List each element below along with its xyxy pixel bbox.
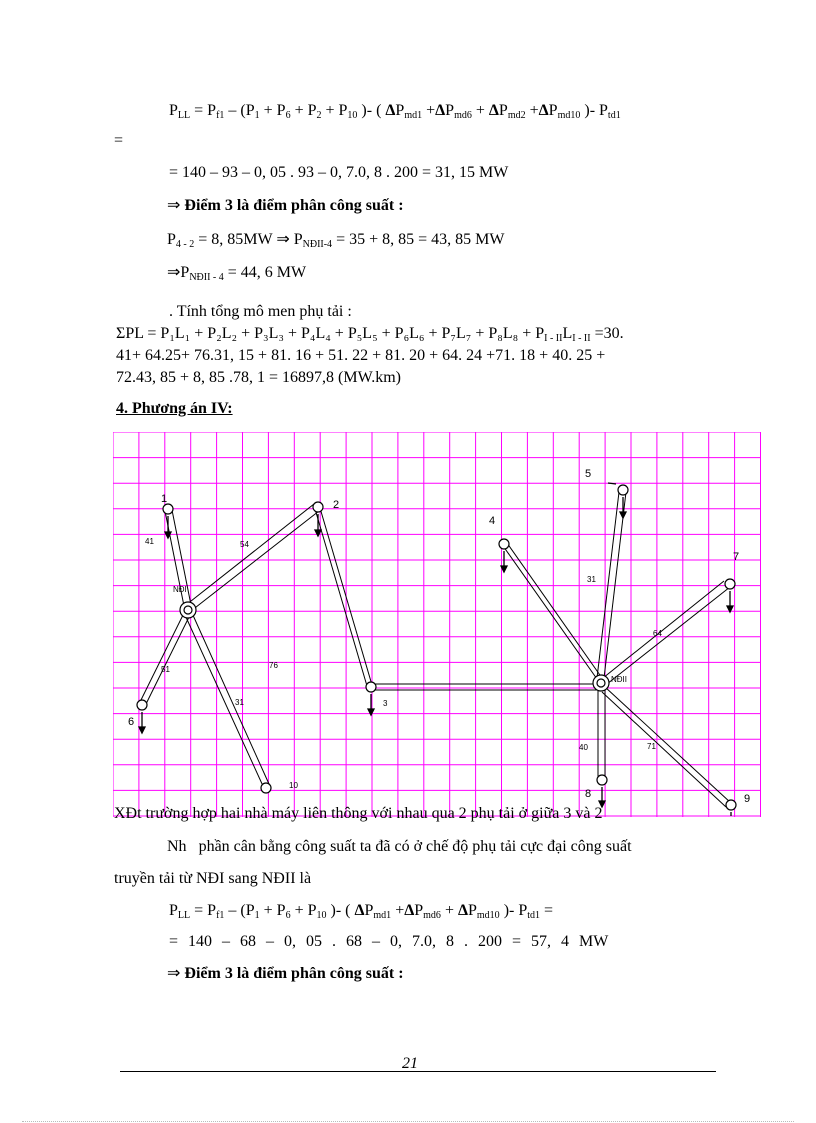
equation-pll-2: $P_{LL} = P_{f1} - (P_1 + P_6 + P_{10}$ )- ( $\Delta P_{md1} +\Delta P_{md6} + \Delta P_{md10}$ )- $P_{td1}$ = bbox=[169, 902, 554, 921]
node-8 bbox=[597, 775, 607, 785]
label-plant-ndii: NĐII bbox=[611, 675, 627, 684]
line-3-ndii bbox=[371, 684, 597, 690]
label-node-7: 7 bbox=[733, 551, 740, 563]
label-node-6: 6 bbox=[128, 716, 135, 728]
sum-line-2: 41+ 64.25+ 76.31, 15 + 81. 16 + 51. 22 + 81. 20 + 64. 24 +71. 18 + 40. 25 + bbox=[116, 347, 606, 364]
label-node-3: 3 bbox=[383, 699, 388, 708]
calc-line-2: = 140 – 68 – 0, 05 . 68 – 0, 7.0, 8 . 200 = 57, 4 MW bbox=[169, 933, 609, 950]
equation-pll-1: $P_{LL} = P_{f1} - (P_1 + P_6 + P_2 + P_{10}$ )- ( $\Delta P_{md1} +\Delta P_{md6} + \Delta P_{md2} +\Delta P_{md10}$ )- $P_{td1}$ bbox=[169, 102, 621, 121]
footer-rule bbox=[120, 1071, 716, 1072]
pnd-line: $\Rightarrow P_{NĐII - 4} = 44$, 6 MW bbox=[167, 264, 307, 283]
network-diagram bbox=[113, 432, 761, 817]
grid-lines bbox=[113, 432, 761, 817]
label-node-1: 1 bbox=[161, 493, 168, 505]
node-1 bbox=[163, 504, 173, 514]
conclusion-1: ⇒ Điểm 3 là điểm phân công suất : bbox=[167, 197, 404, 214]
moment-title: . Tính tổng mô men phụ tải : bbox=[169, 303, 352, 320]
calc-line-1: = 140 – 93 – 0, 05 . 93 – 0, 7.0, 8 . 200 = 31, 15 MW bbox=[169, 164, 509, 181]
sum-line-1: $\Sigma PL = P_1L_1 + P_2L_2 + P_3L_3 + P_4L_4 + P_5L_5 + P_6L_6 + P_7L_7 + P_8L_8 + P_{I - II}L_{I - II} =30$. bbox=[116, 325, 624, 344]
line-5-ndii bbox=[597, 492, 626, 678]
length-76: 76 bbox=[269, 661, 278, 670]
plant-ndi-inner bbox=[184, 606, 192, 614]
paragraph-line-2: Nh phần cân bằng công suất ta đã có ở chế độ phụ tải cực đại công suất bbox=[167, 838, 632, 855]
node-10 bbox=[261, 783, 271, 793]
length-40: 40 bbox=[579, 743, 588, 752]
node-5 bbox=[618, 485, 628, 495]
node-4 bbox=[499, 539, 509, 549]
transmission-lines bbox=[140, 492, 731, 807]
node-9 bbox=[726, 800, 736, 810]
equals-sign: = bbox=[114, 132, 124, 149]
line-ndi-10 bbox=[185, 613, 269, 786]
plant-ndii-inner bbox=[597, 679, 605, 687]
paragraph-line-3: truyền tải từ NĐI sang NĐII là bbox=[114, 870, 312, 887]
label-node-5: 5 bbox=[585, 468, 592, 480]
label-plant-ndi: NĐI bbox=[173, 585, 187, 594]
line-7-ndii bbox=[603, 581, 730, 684]
label-node-2: 2 bbox=[333, 499, 340, 511]
length-71: 71 bbox=[647, 742, 656, 751]
label-node-9: 9 bbox=[744, 793, 751, 805]
label-node-8: 8 bbox=[585, 788, 592, 800]
load-arrows bbox=[139, 483, 733, 816]
line-ndii-9 bbox=[602, 687, 731, 807]
line-ndi-2 bbox=[186, 504, 319, 611]
length-64: 64 bbox=[653, 629, 662, 638]
node-3 bbox=[366, 682, 376, 692]
paragraph-line-1: XĐt trường hợp hai nhà máy liên thông với nhau qua 2 phụ tải ở giữa 3 và 2 bbox=[114, 805, 603, 822]
node-2 bbox=[313, 502, 323, 512]
conclusion-2: ⇒ Điểm 3 là điểm phân công suất : bbox=[167, 965, 404, 982]
length-labels bbox=[145, 537, 662, 752]
length-54: 54 bbox=[240, 540, 249, 549]
sum-line-3: 72.43, 85 + 8, 85 .78, 1 = 16897,8 (MW.km) bbox=[116, 369, 402, 386]
p42-line: $P_{4 - 2} = 8$, 85MW ⇒ $P_{NĐII-4} = 35 + 8$, 85 = 43, 85 MW bbox=[167, 231, 505, 250]
length-31-a: 31 bbox=[235, 698, 244, 707]
label-node-4: 4 bbox=[489, 515, 496, 527]
length-41: 41 bbox=[145, 537, 154, 546]
length-31-b: 31 bbox=[587, 575, 596, 584]
label-node-10: 10 bbox=[289, 781, 298, 790]
page-number: 21 bbox=[402, 1055, 418, 1072]
node-7 bbox=[725, 579, 735, 589]
page-bottom-dots bbox=[22, 1121, 794, 1122]
length-51: 51 bbox=[161, 665, 170, 674]
node-markers bbox=[137, 485, 736, 810]
node-6 bbox=[137, 700, 147, 710]
section-heading: 4. Phương án IV: bbox=[116, 400, 233, 417]
